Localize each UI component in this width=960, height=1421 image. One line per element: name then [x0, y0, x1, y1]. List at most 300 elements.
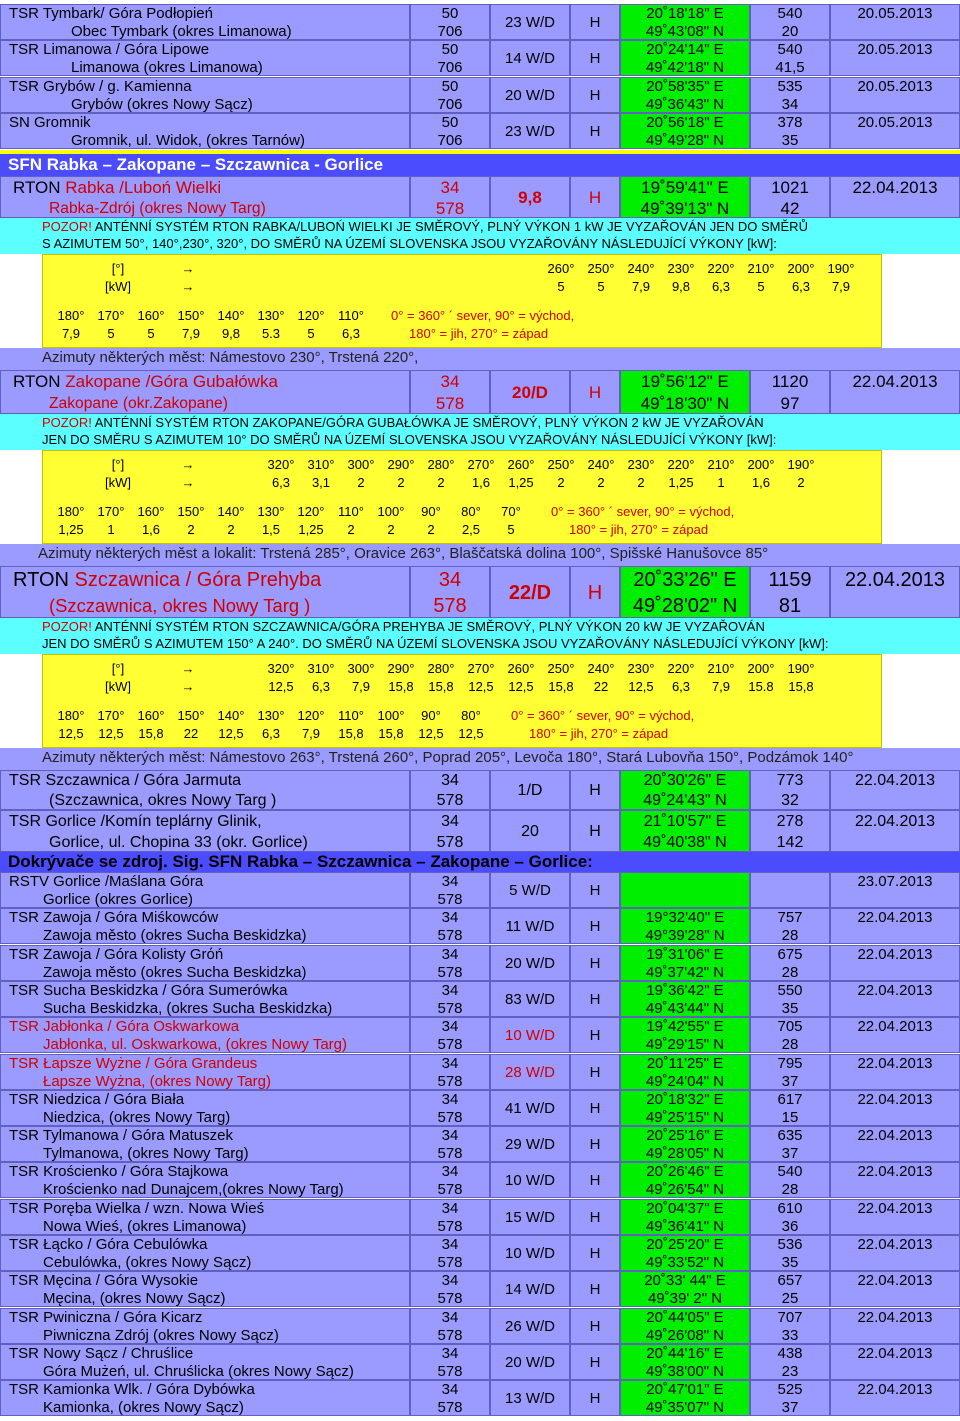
- power-value: 1,6: [471, 475, 491, 490]
- date-line1: 22.04.2013: [852, 372, 938, 391]
- channel-line1: 34: [441, 772, 459, 789]
- station-name: [0, 113, 410, 149]
- azimuth-value: 320°: [267, 457, 295, 472]
- coordinates-line1: 20˚25'16" E: [646, 1127, 724, 1144]
- date-line1: 20.05.2013: [857, 41, 933, 58]
- power-value: 15,8: [138, 726, 164, 741]
- channel-line2: 578: [437, 1254, 463, 1271]
- power-value: 7,9: [351, 679, 371, 694]
- power: 20 W/D: [490, 945, 570, 981]
- coordinates: [620, 1344, 750, 1380]
- azimuth-value: 150°: [177, 308, 205, 323]
- power-value: 7,9: [61, 326, 81, 341]
- altitude-line1: 757: [777, 909, 803, 926]
- warning-banner: [0, 414, 960, 450]
- date-line1: 22.04.2013: [857, 1381, 933, 1398]
- station-name-line1: TSR Zawoja / Góra Miśkowców: [9, 909, 219, 926]
- coordinates: [620, 1126, 750, 1162]
- azimuth-value: 150°: [177, 504, 205, 519]
- power-value: 1: [107, 522, 115, 537]
- altitude: [750, 1126, 830, 1162]
- channel-line2: 578: [437, 927, 463, 944]
- channel-line1: 34: [441, 813, 459, 830]
- power: 15 W/D: [490, 1199, 570, 1235]
- altitude: [750, 566, 830, 618]
- coordinates-line1: 20˚44'05" E: [646, 1309, 724, 1326]
- power: 26 W/D: [490, 1308, 570, 1344]
- power-value: 15,8: [788, 679, 814, 694]
- power-value: 15,8: [548, 679, 574, 694]
- channel: [410, 1090, 490, 1126]
- altitude-line1: 795: [777, 1055, 803, 1072]
- station-name-line2: Gorlice (okres Gorlice): [43, 891, 194, 908]
- azimuth-value: 120°: [297, 708, 325, 723]
- station-name: [0, 1017, 410, 1053]
- channel: [410, 176, 490, 218]
- power-value: 2: [797, 475, 805, 490]
- station-name-line1: TSR Krościenko / Góra Stajkowa: [9, 1163, 229, 1180]
- power-value: 2: [397, 475, 405, 490]
- coordinates-line2: 49˚35'07" N: [645, 1399, 725, 1416]
- power-value: 12,5: [98, 726, 124, 741]
- station-name-line1: TSR Tylmanowa / Góra Matuszek: [9, 1127, 233, 1144]
- channel: [410, 908, 490, 944]
- coordinates-line2: 49˚24'43" N: [643, 792, 727, 809]
- coordinates-line2: 49˚28'02" N: [632, 595, 738, 617]
- station-name-line1: TSR Męcina / Góra Wysokie: [9, 1272, 199, 1289]
- date-line1: 22.04.2013: [857, 1091, 933, 1108]
- altitude: [750, 872, 830, 908]
- kw-label: [kW]: [105, 475, 131, 490]
- station-name: [0, 370, 410, 414]
- channel-line2: 578: [437, 1145, 463, 1162]
- rton-station-row: [0, 176, 960, 218]
- power: 10 W/D: [490, 1017, 570, 1053]
- station-row: [0, 1090, 960, 1126]
- date-line1: 20.05.2013: [857, 78, 933, 95]
- coordinates-line2: [621, 891, 749, 908]
- power-value: 2: [437, 475, 445, 490]
- channel-line1: 34: [441, 1018, 459, 1035]
- coordinates: [620, 40, 750, 76]
- channel-line2: 578: [437, 1181, 463, 1198]
- polarization: H: [570, 1017, 620, 1053]
- date: [830, 945, 960, 981]
- coordinates-line1: 20˚47'01" E: [646, 1381, 724, 1398]
- date-line1: 22.04.2013: [857, 1127, 933, 1144]
- power-value: 2: [597, 475, 605, 490]
- warning-line1: [42, 618, 960, 635]
- station-row: [0, 1344, 960, 1380]
- power-value: 6,3: [711, 279, 731, 294]
- date: [830, 872, 960, 908]
- altitude: [750, 1090, 830, 1126]
- azimuth-value: 160°: [137, 708, 165, 723]
- station-name-line2: Gromnik, ul. Widok, (okres Tarnów): [71, 132, 305, 149]
- polarization: H: [570, 370, 620, 414]
- station-name: [0, 1308, 410, 1344]
- station-name-line2: Zawoja město (okres Sucha Beskidzka): [43, 964, 307, 981]
- channel-line2: 578: [435, 199, 465, 218]
- altitude: [750, 1308, 830, 1344]
- power-value: 12,5: [508, 679, 534, 694]
- channel-line1: 34: [441, 1272, 459, 1289]
- azimuth-value: 80°: [461, 708, 481, 723]
- polarization: H: [570, 945, 620, 981]
- azimuth-value: 160°: [137, 504, 165, 519]
- power-value: 6,3: [261, 726, 281, 741]
- altitude: [750, 77, 830, 113]
- coordinates-line2: 49˚42'18" N: [645, 59, 725, 76]
- warning-line1: [42, 218, 960, 235]
- altitude-line1: 540: [777, 41, 803, 58]
- gapfiller-header: Dokrývače se zdroj. Sig. SFN Rabka – Szczawnica – Zakopane – Gorlice:: [0, 852, 960, 872]
- coordinates-line1: 19˚36'42" E: [646, 982, 724, 999]
- rton-station-row: [0, 566, 960, 618]
- station-name-line2: Tylmanowa, (okres Nowy Targ): [43, 1145, 249, 1162]
- station-name-line1: TSR Nowy Sącz / Chruślice: [9, 1345, 194, 1362]
- channel: [410, 77, 490, 113]
- station-name-line1: TSR Łapsze Wyżne / Góra Grandeus: [9, 1055, 258, 1072]
- channel-line1: 34: [441, 909, 459, 926]
- date: [830, 1017, 960, 1053]
- coordinates: [620, 77, 750, 113]
- station-name-line2: Zawoja město (okres Sucha Beskidzka): [43, 927, 307, 944]
- power-value: 15.8: [748, 679, 774, 694]
- power-value: 1: [717, 475, 725, 490]
- altitude-line1: 438: [777, 1345, 803, 1362]
- warning-text1: ANTÉNNÍ SYSTÉM RTON ZAKOPANE/GÓRA GUBAŁÓWKA JE SMĚROVÝ, PLNÝ VÝKON 2 kW JE VYZAŘOVÁN: [91, 415, 764, 430]
- coordinates-line1: 19˚31'06" E: [646, 946, 724, 963]
- channel-line1: 34: [440, 178, 460, 197]
- azimuth-value: 140°: [217, 708, 245, 723]
- channel: [410, 872, 490, 908]
- altitude-line2: 81: [778, 595, 802, 617]
- arrow-2: →: [181, 475, 195, 490]
- coordinates: [620, 908, 750, 944]
- channel-line1: 34: [441, 1163, 459, 1180]
- altitude-line1: 1021: [771, 178, 809, 197]
- channel: [410, 945, 490, 981]
- power: 29 W/D: [490, 1126, 570, 1162]
- power-value: 7,9: [831, 279, 851, 294]
- station-row: [0, 945, 960, 981]
- power-value: 15,8: [338, 726, 364, 741]
- station-name: [0, 770, 410, 810]
- warning-text1: ANTÉNNÍ SYSTÉM RTON SZCZAWNICA/GÓRA PREHYBA JE SMĚROVÝ, PLNÝ VÝKON 20 kW JE VYZAŘOVÁN: [91, 619, 765, 634]
- azimuth-cities: Azimuty některých měst: Námestovo 230°, Trstená 220°,: [0, 348, 960, 370]
- station-prefix: RTON: [13, 372, 66, 391]
- altitude-line2: 142: [776, 834, 804, 851]
- altitude-line1: 1159: [768, 569, 812, 591]
- coordinates: [620, 872, 750, 908]
- coordinates-line2: 49˚43'44" N: [645, 1000, 725, 1017]
- channel-line2: 578: [435, 394, 465, 413]
- power-value: 7,9: [301, 726, 321, 741]
- power: 23 W/D: [490, 4, 570, 40]
- altitude: [750, 1235, 830, 1271]
- coordinates: [620, 113, 750, 149]
- azimuth-value: 80°: [461, 504, 481, 519]
- power-value: 6,3: [791, 279, 811, 294]
- date-line1: 22.04.2013: [857, 1309, 933, 1326]
- azimuth-value: 250°: [547, 457, 575, 472]
- coordinates-line1: 19°32'40" E: [645, 909, 725, 926]
- station-row: [0, 908, 960, 944]
- coordinates-line1: 20˚58'35" E: [646, 78, 724, 95]
- coordinates-line2: 49˚28'05" N: [645, 1145, 725, 1162]
- station-place: (Szczawnica, okres Nowy Targ ): [49, 595, 311, 616]
- station-name: [0, 1380, 410, 1416]
- date-line1: 22.04.2013: [857, 1272, 933, 1289]
- station-name-line2: Męcina, (okres Nowy Sącz): [43, 1290, 226, 1307]
- polarization: H: [570, 1235, 620, 1271]
- station-prefix: RTON: [13, 178, 66, 197]
- power-value: 1,6: [751, 475, 771, 490]
- channel-line1: 34: [441, 946, 459, 963]
- power: 20 W/D: [490, 77, 570, 113]
- coordinates-line1: 20˚18'18" E: [646, 5, 724, 22]
- azimuth-value: 140°: [217, 308, 245, 323]
- station-name: [0, 945, 410, 981]
- power-value: 1,25: [508, 475, 534, 490]
- power-value: 6,3: [671, 679, 691, 694]
- channel-line2: 706: [437, 23, 463, 40]
- azimuth-value: 270°: [467, 457, 495, 472]
- channel: [410, 1344, 490, 1380]
- power-value: 2: [347, 522, 355, 537]
- azimuth-cities: Azimuty některých měst: Námestovo 263°, Trstená 260°, Poprad 205°, Levoča 180°, Stará Lubovňa 150°, Podzámok 140°: [0, 748, 960, 770]
- station-name: [0, 1344, 410, 1380]
- altitude-line2: 37: [781, 1399, 799, 1416]
- altitude-line2: 37: [781, 1073, 799, 1090]
- altitude-line2: [751, 891, 829, 908]
- station-name: [0, 1271, 410, 1307]
- power-value: 12,5: [268, 679, 294, 694]
- channel: [410, 1199, 490, 1235]
- station-row: [0, 113, 960, 149]
- channel-line2: 578: [437, 1327, 463, 1344]
- coordinates: [620, 4, 750, 40]
- station-name-line2: Kamionka, (okres Nowy Sącz): [43, 1399, 244, 1416]
- station-name-line2: Jabłonka, ul. Oskwarkowa, (okres Nowy Targ): [43, 1036, 347, 1053]
- station-name: [0, 566, 410, 618]
- channel-line2: 578: [437, 1399, 463, 1416]
- channel-line2: 578: [437, 1109, 463, 1126]
- coordinates: [620, 370, 750, 414]
- polarization: H: [570, 1126, 620, 1162]
- coordinates-line2: 49˚38'00" N: [645, 1363, 725, 1380]
- azimuth-value: 70°: [501, 504, 521, 519]
- azimuth-value: 220°: [667, 661, 695, 676]
- coordinates: [620, 810, 750, 852]
- azimuth-value: 220°: [707, 261, 735, 276]
- power-value: 22: [183, 726, 199, 741]
- station-row: [0, 1126, 960, 1162]
- altitude-line1: 525: [777, 1381, 803, 1398]
- coordinates: [620, 1162, 750, 1198]
- date: [830, 1344, 960, 1380]
- power: 10 W/D: [490, 1162, 570, 1198]
- coordinates: [620, 1271, 750, 1307]
- azimuth-value: 100°: [377, 504, 405, 519]
- coordinates-line1: 20˚24'14" E: [646, 41, 724, 58]
- azimuth-value: 130°: [257, 504, 285, 519]
- coordinates: [620, 1235, 750, 1271]
- warning-line2: JEN DO SMĚRŮ S AZIMUTEM 150° A 240°. DO SMĚRŮ NA ÚZEMÍ SLOVENSKA JSOU VYZAŘOVÁNY NÁSLEDUJÍCÍ VÝKONY [kW]:: [42, 636, 829, 651]
- date: [830, 370, 960, 414]
- azimuth-value: 260°: [507, 457, 535, 472]
- power-value: 15,8: [378, 726, 404, 741]
- coordinates: [620, 1054, 750, 1090]
- power-value: 12,5: [628, 679, 654, 694]
- coordinates-line2: 49˚29'15" N: [645, 1036, 725, 1053]
- channel-line2: 578: [437, 1036, 463, 1053]
- direction-legend-1: 0° = 360° ´ sever, 90° = východ,: [551, 504, 735, 519]
- power-table: [42, 654, 882, 748]
- azimuth-cities: Azimuty některých měst a lokalit: Trstená 285°, Oravice 263°, Blaščatská dolina 100°, Spišské Hanušovce 85°: [0, 544, 960, 566]
- coordinates: [620, 770, 750, 810]
- power: 20: [490, 810, 570, 852]
- power-value: 1,25: [668, 475, 694, 490]
- power: 13 W/D: [490, 1380, 570, 1416]
- coordinates: [620, 176, 750, 218]
- polarization: H: [570, 1090, 620, 1126]
- channel: [410, 566, 490, 618]
- warning-line1: [42, 414, 960, 431]
- station-name-line2: Cebulówka, (okres Nowy Sącz): [43, 1254, 252, 1271]
- station-name: [0, 1235, 410, 1271]
- power-value: 6,3: [311, 679, 331, 694]
- channel: [410, 1126, 490, 1162]
- date-line1: 22.04.2013: [857, 1200, 933, 1217]
- kw-label: [kW]: [105, 679, 131, 694]
- coordinates-line1: 20˚44'16" E: [646, 1345, 724, 1362]
- azimuth-value: 130°: [257, 308, 285, 323]
- station-name-line1: TSR Tymbark/ Góra Podłopień: [9, 5, 213, 22]
- direction-legend-2: 180° = jih, 270° = západ: [409, 326, 549, 341]
- channel: [410, 1380, 490, 1416]
- azimuth-value: 290°: [387, 661, 415, 676]
- coordinates-line2: 49˚37'42" N: [645, 964, 725, 981]
- power: 10 W/D: [490, 1235, 570, 1271]
- power-value: 5: [107, 326, 115, 341]
- altitude: [750, 770, 830, 810]
- channel: [410, 1162, 490, 1198]
- power-value: 12,5: [58, 726, 84, 741]
- altitude-line1: 705: [777, 1018, 803, 1035]
- channel: [410, 1017, 490, 1053]
- coordinates-line2: 49°39'28" N: [645, 927, 725, 944]
- station-name-line2: Łapsze Wyżna, (okres Nowy Targ): [43, 1073, 272, 1090]
- coordinates-line1: 21˚10'57" E: [643, 813, 727, 830]
- altitude: [750, 810, 830, 852]
- polarization: H: [570, 77, 620, 113]
- station-row: [0, 1380, 960, 1416]
- coordinates: [620, 981, 750, 1017]
- altitude-line2: 35: [781, 1254, 799, 1271]
- altitude-line2: 37: [781, 1145, 799, 1162]
- altitude-line2: 42: [780, 199, 800, 218]
- channel: [410, 1308, 490, 1344]
- polarization: H: [570, 1308, 620, 1344]
- direction-legend-1: 0° = 360° ´ sever, 90° = východ,: [391, 308, 575, 323]
- station-row: [0, 77, 960, 113]
- coordinates-line1: 20˚25'20" E: [646, 1236, 724, 1253]
- altitude-line1: 536: [777, 1236, 803, 1253]
- date-line1: 22.04.2013: [857, 1345, 933, 1362]
- channel-line1: 34: [440, 372, 460, 391]
- coordinates-line2: 49˚36'43" N: [645, 96, 725, 113]
- altitude-line2: 33: [781, 1327, 799, 1344]
- power-value: 12,5: [418, 726, 444, 741]
- coordinates: [620, 566, 750, 618]
- channel-line2: 578: [437, 1218, 463, 1235]
- coordinates-line2: 49˚49'28" N: [645, 132, 725, 149]
- power-value: 2: [187, 522, 195, 537]
- azimuth-value: 300°: [347, 457, 375, 472]
- coordinates-line2: 49˚33'52" N: [645, 1254, 725, 1271]
- coordinates-line2: 49˚43'08" N: [645, 23, 725, 40]
- polarization: H: [570, 872, 620, 908]
- station-name: [0, 176, 410, 218]
- date-line1: 22.04.2013: [857, 1163, 933, 1180]
- altitude-line2: 25: [781, 1290, 799, 1307]
- altitude-line2: 35: [781, 132, 799, 149]
- station-name: [0, 1126, 410, 1162]
- altitude: [750, 1017, 830, 1053]
- channel-line1: 50: [441, 78, 459, 95]
- date: [830, 176, 960, 218]
- station-row: [0, 4, 960, 40]
- station-name-line2: Obec Tymbark (okres Limanowa): [71, 23, 292, 40]
- coordinates-line2: 49˚36'41" N: [645, 1218, 725, 1235]
- date: [830, 77, 960, 113]
- azimuth-value: 250°: [587, 261, 615, 276]
- station-prefix: RTON: [13, 569, 75, 591]
- channel-line2: 578: [437, 964, 463, 981]
- station-name-line1: SN Gromnik: [9, 114, 91, 131]
- station-name-line1: TSR Pwiniczna / Góra Kicarz: [9, 1309, 203, 1326]
- azimuth-value: 190°: [787, 661, 815, 676]
- azimuth-value: 260°: [507, 661, 535, 676]
- power-value: 2: [227, 522, 235, 537]
- station-name-line1: TSR Limanowa / Góra Lipowe: [9, 41, 210, 58]
- azimuth-value: 230°: [667, 261, 695, 276]
- altitude-line2: 23: [781, 1363, 799, 1380]
- azimuth-value: 290°: [387, 457, 415, 472]
- power: 20/D: [490, 370, 570, 414]
- kw-label: [kW]: [105, 279, 131, 294]
- coordinates-line1: 19˚59'41" E: [641, 178, 729, 197]
- power: 22/D: [490, 566, 570, 618]
- power: 14 W/D: [490, 1271, 570, 1307]
- coordinates-line2: 49˚39' 2" N: [647, 1290, 723, 1307]
- channel-line2: 578: [437, 1073, 463, 1090]
- station-name-line1: TSR Łącko / Góra Cebulówka: [9, 1236, 208, 1253]
- altitude-line2: 15: [781, 1109, 799, 1126]
- station-name-line1: TSR Jabłonka / Góra Oskwarkowa: [9, 1018, 240, 1035]
- station-title: [13, 371, 409, 393]
- power-value: 5: [557, 279, 565, 294]
- channel-line1: 50: [441, 41, 459, 58]
- station-name: [0, 1199, 410, 1235]
- altitude-line1: 617: [777, 1091, 803, 1108]
- azimuth-value: 180°: [57, 708, 85, 723]
- arrow-2: →: [181, 679, 195, 694]
- azimuth-value: 280°: [427, 661, 455, 676]
- azimuth-value: 250°: [547, 661, 575, 676]
